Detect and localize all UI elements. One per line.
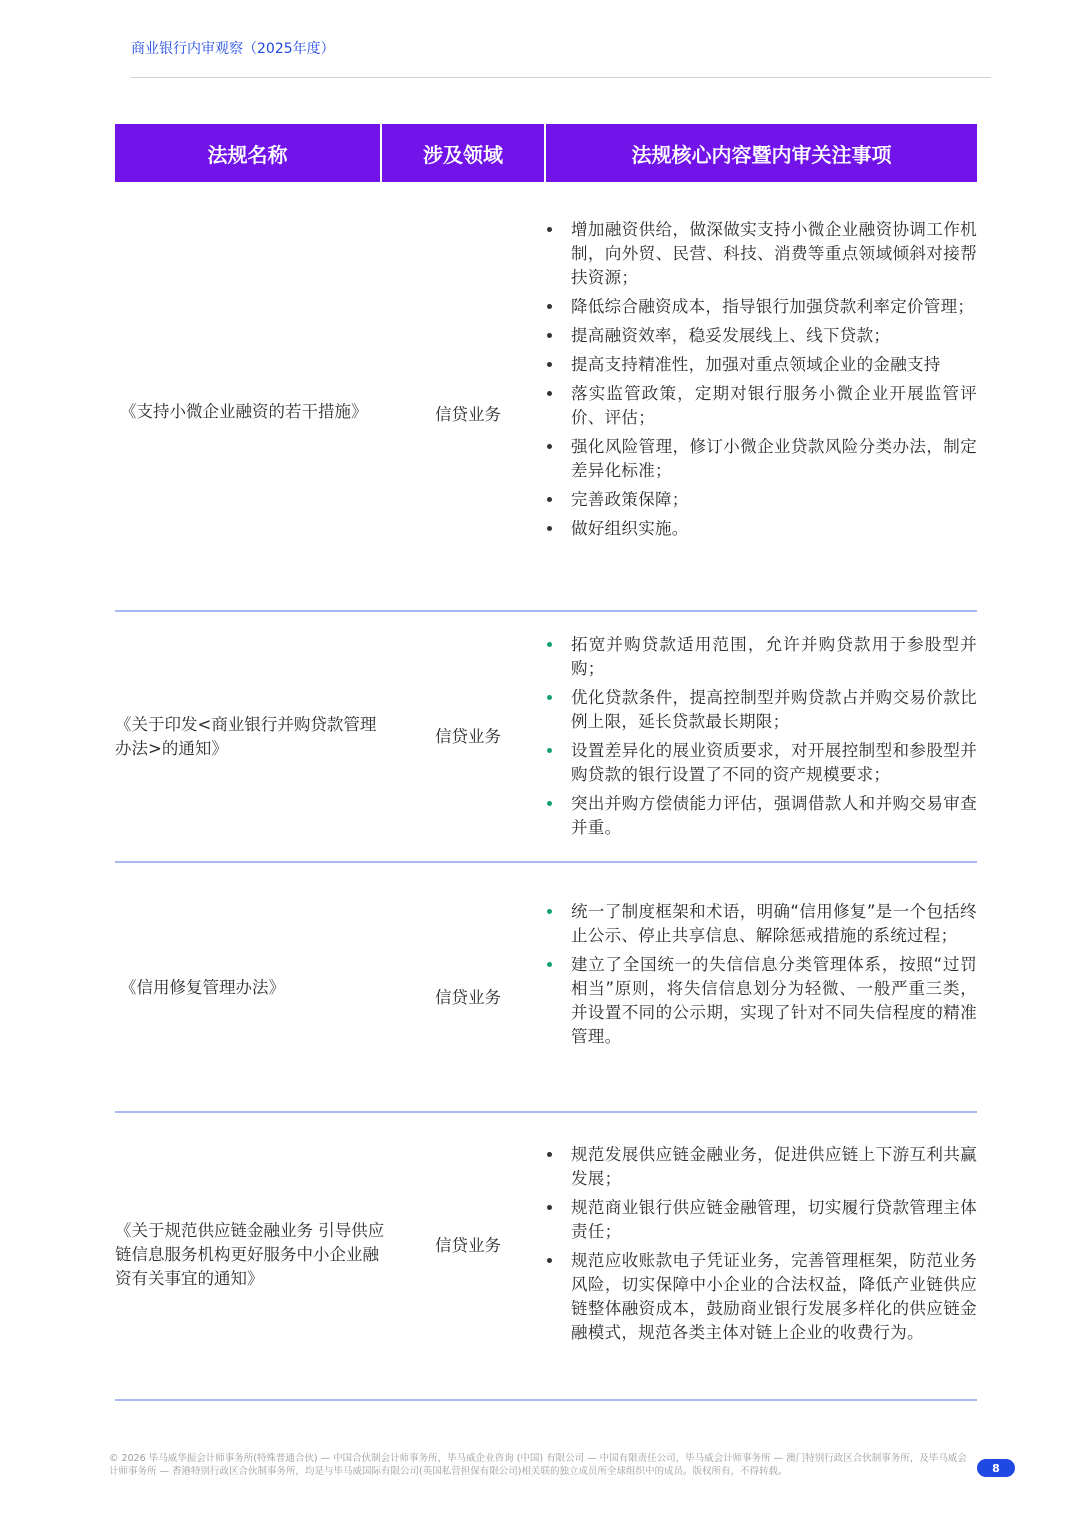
regulation-area: 信贷业务 <box>435 1236 501 1255</box>
table-row <box>115 612 977 863</box>
bullet-icon <box>547 362 552 367</box>
list-item: 增加融资供给，做深做实支持小微企业融资协调工作机制，向外贸、民营、科技、消费等重点领域倾斜对接帮扶资源； <box>545 218 977 290</box>
list-item: 建立了全国统一的失信信息分类管理体系，按照“过罚相当”原则，将失信信息划分为轻微、一般严重三类，并设置不同的公示期，实现了针对不同失信程度的精准管理。 <box>545 953 977 1049</box>
key-points-list <box>545 900 977 1054</box>
bullet-icon <box>547 962 552 967</box>
column-header-name: 法规名称 <box>115 124 380 182</box>
list-item: 规范商业银行供应链金融管理，切实履行贷款管理主体责任； <box>545 1196 977 1244</box>
column-header-area: 涉及领域 <box>382 124 544 182</box>
table-row <box>115 1113 977 1401</box>
regulation-name: 《关于印发<商业银行并购贷款管理办法>的通知》 <box>115 715 377 758</box>
bullet-icon <box>547 304 552 309</box>
key-points-list <box>545 218 977 546</box>
bullet-icon <box>547 748 552 753</box>
list-item: 规范发展供应链金融业务，促进供应链上下游互利共赢发展； <box>545 1143 977 1191</box>
list-item: 完善政策保障； <box>545 488 977 512</box>
table-row <box>115 182 977 612</box>
regulation-name: 《关于规范供应链金融业务 引导供应链信息服务机构更好服务中小企业融资有关事宜的通知》 <box>115 1221 385 1288</box>
table-header <box>115 124 977 182</box>
list-item: 规范应收账款电子凭证业务，完善管理框架，防范业务风险，切实保障中小企业的合法权益，降低产业链供应链整体融资成本，鼓励商业银行发展多样化的供应链金融模式，规范各类主体对链上企业的收费行为。 <box>545 1249 977 1345</box>
regulation-area: 信贷业务 <box>435 727 501 746</box>
regulation-name: 《信用修复管理办法》 <box>120 978 285 997</box>
bullet-icon <box>547 497 552 502</box>
bullet-icon <box>547 642 552 647</box>
copyright-notice: © 2026 毕马威华振会计师事务所(特殊普通合伙) — 中国合伙制会计师事务所，毕马威企业咨询 (中国) 有限公司 — 中国有限责任公司，毕马威会计师事务所 — 澳门特别行政区合伙制事务所，及毕马威会计师事务所 — 香港特别行政区合伙制事务所，均是与毕马威国际有限公司(英国私营担保有限公司)相关联的独立成员所全球组织中的成员。版权所有，不得转载。 <box>109 1453 967 1477</box>
bullet-icon <box>547 333 552 338</box>
bullet-icon <box>547 801 552 806</box>
regulation-area: 信贷业务 <box>435 405 501 424</box>
key-points-list <box>545 1143 977 1350</box>
table-row <box>115 863 977 1113</box>
key-points-list <box>545 633 977 845</box>
list-item: 优化贷款条件，提高控制型并购贷款占并购交易价款比例上限，延长贷款最长期限； <box>545 686 977 734</box>
list-item: 提高支持精准性，加强对重点领域企业的金融支持 <box>545 353 977 377</box>
regulation-name: 《支持小微企业融资的若干措施》 <box>120 402 368 421</box>
bullet-icon <box>547 526 552 531</box>
bullet-icon <box>547 227 552 232</box>
header-divider <box>131 77 991 78</box>
report-title: 商业银行内审观察（2025年度） <box>131 41 335 57</box>
list-item: 落实监管政策，定期对银行服务小微企业开展监管评价、评估； <box>545 382 977 430</box>
bullet-icon <box>547 1205 552 1210</box>
list-item: 提高融资效率，稳妥发展线上、线下贷款； <box>545 324 977 348</box>
list-item: 降低综合融资成本，指导银行加强贷款利率定价管理； <box>545 295 977 319</box>
list-item: 统一了制度框架和术语，明确“信用修复”是一个包括终止公示、停止共享信息、解除惩戒措施的系统过程； <box>545 900 977 948</box>
column-header-content: 法规核心内容暨内审关注事项 <box>546 124 977 182</box>
bullet-icon <box>547 444 552 449</box>
page-number-badge: 8 <box>977 1459 1015 1477</box>
list-item: 设置差异化的展业资质要求，对开展控制型和参股型并购贷款的银行设置了不同的资产规模要求； <box>545 739 977 787</box>
list-item: 突出并购方偿债能力评估，强调借款人和并购交易审查并重。 <box>545 792 977 840</box>
bullet-icon <box>547 695 552 700</box>
regulation-area: 信贷业务 <box>435 988 501 1007</box>
bullet-icon <box>547 1258 552 1263</box>
list-item: 做好组织实施。 <box>545 517 977 541</box>
bullet-icon <box>547 1152 552 1157</box>
list-item: 强化风险管理，修订小微企业贷款风险分类办法，制定差异化标准； <box>545 435 977 483</box>
bullet-icon <box>547 909 552 914</box>
list-item: 拓宽并购贷款适用范围，允许并购贷款用于参股型并购； <box>545 633 977 681</box>
bullet-icon <box>547 391 552 396</box>
regulations-table <box>115 124 977 1401</box>
